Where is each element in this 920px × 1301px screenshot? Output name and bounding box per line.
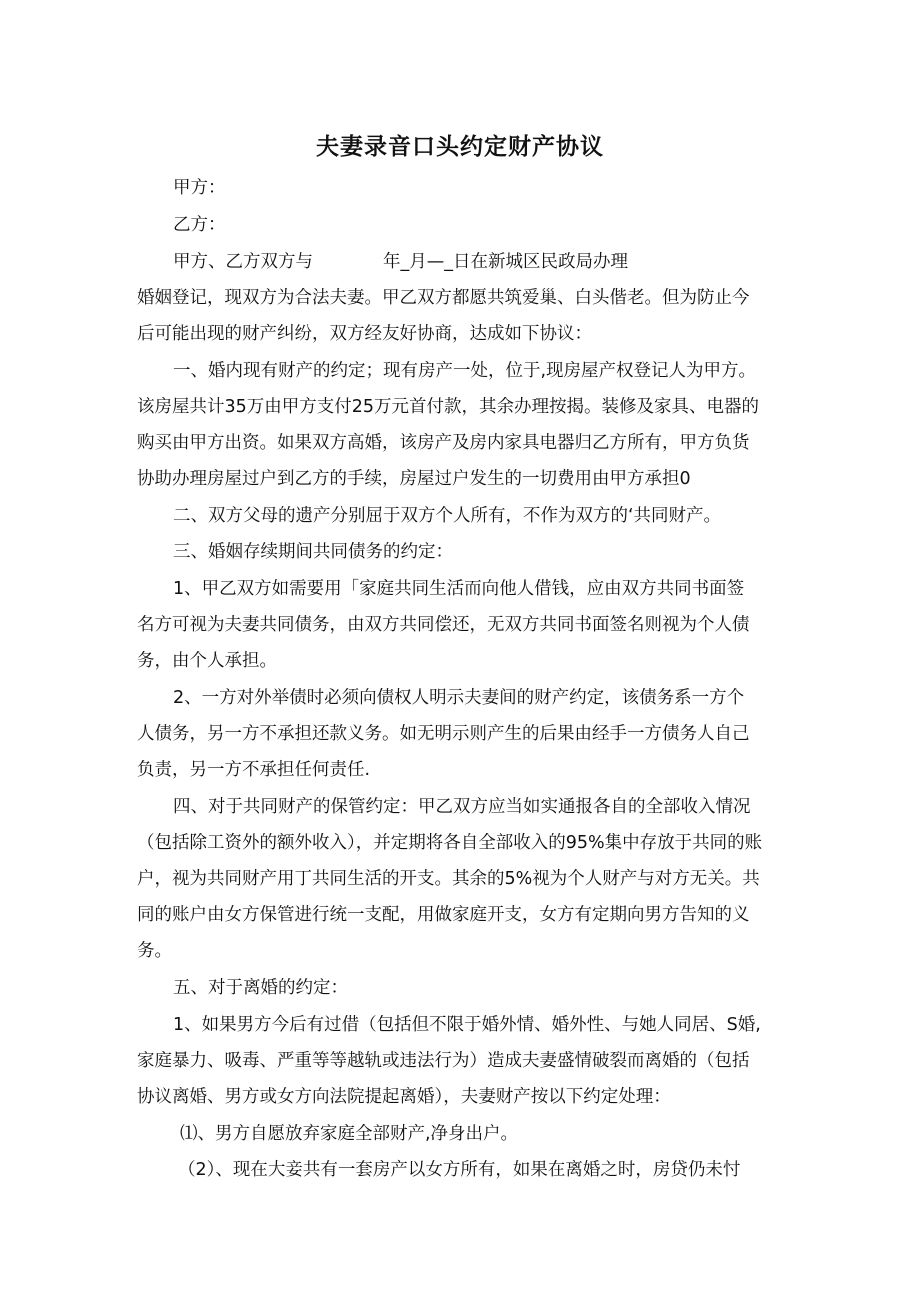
paragraph-line: 后可能出现的财产纠纷，双方经友好协商，达成如下协议：	[137, 324, 592, 344]
paragraph-line: 该房屋共计35万由甲方支付25万元首付款，其余办理按揭。装修及家具、电器的	[137, 397, 760, 417]
paragraph-line: 协助办理房屋过户到乙方的手续，房屋过户发生的一切费用由甲方承担0	[137, 469, 691, 489]
paragraph-line: 婚姻登记，现双方为合法夫妻。甲乙双方都愿共筑爱巢、白头偕老。但为防止今	[137, 288, 750, 308]
document-title: 夫妻录音口头约定财产协议	[316, 134, 604, 160]
paragraph-line: 户，视为共同财产用丁共同生活的开支。其余的5%视为个人财产与对方无关。共	[137, 869, 760, 889]
paragraph-line: 负责，另一方不承担任何责任.	[137, 760, 371, 780]
paragraph-line: 1、如果男方今后有过借（包括但不限于婚外情、婚外性、与她人同居、S婚,	[173, 1015, 761, 1035]
paragraph-line: 2、一方对外举债时必须向债权人明示夫妻间的财产约定，该债务系一方个	[173, 688, 745, 708]
paragraph-line: 二、双方父母的遗产分别屈于双方个人所有，不作为双方的‘共同财产。	[173, 506, 722, 526]
paragraph-line: 购买由甲方出资。如果双方高婚，该房产及房内家具电器归乙方所有，甲方负货	[137, 433, 750, 453]
paragraph-line: 甲方、乙方双方与 年_月—_日在新城区民政局办理	[173, 252, 628, 272]
paragraph-line: 家庭暴力、吸毒、严重等等越轨或违法行为）造成夫妻盛情破裂而离婚的（包括	[137, 1051, 750, 1071]
paragraph-line: 务。	[137, 941, 172, 961]
section-heading: 五、对于离婚的约定：	[173, 978, 348, 998]
list-item: ⑴、男方自愿放弃家庭全部财产,净身出户。	[180, 1124, 519, 1144]
list-item: （2）、现在大妾共有一套房产以女方所有，如果在离婚之时，房贷仍未忖	[178, 1160, 741, 1180]
party-b-line: 乙方：	[173, 215, 226, 235]
paragraph-line: 名方可视为夫妻共同债务，由双方共同偿还，无双方共同书面签名则视为个人债	[137, 615, 750, 635]
paragraph-line: 协议离婚、男方或女方向法院提起离婚），夫妻财产按以下约定处理：	[137, 1087, 671, 1107]
paragraph-line: 务，由个人承担。	[137, 651, 277, 671]
paragraph-line: 同的账户由女方保管进行统一支配，用做家庭开支，女方有定期向男方告知的义	[137, 905, 750, 925]
paragraph-line: 人债务，另一方不承担还款义务。如无明示则产生的后果由经手一方债务人自己	[137, 724, 750, 744]
paragraph-line: 一、婚内现有财产的约定；现有房产一处，位于,现房屋产权登记人为甲方。	[173, 361, 757, 381]
party-a-line: 甲方：	[173, 178, 226, 198]
paragraph-line: （包括除工资外的额外收入），并定期将各自全部收入的95%集中存放于共同的账	[137, 833, 763, 853]
section-heading: 三、婚姻存续期间共同债务的约定：	[173, 542, 453, 562]
paragraph-line: 四、对于共同财产的保管约定：甲乙双方应当如实通报各自的全部收入情况	[173, 797, 751, 817]
paragraph-line: 1、甲乙双方如需要用「家庭共同生活而向他人借钱，应由双方共同书面签	[173, 579, 745, 599]
